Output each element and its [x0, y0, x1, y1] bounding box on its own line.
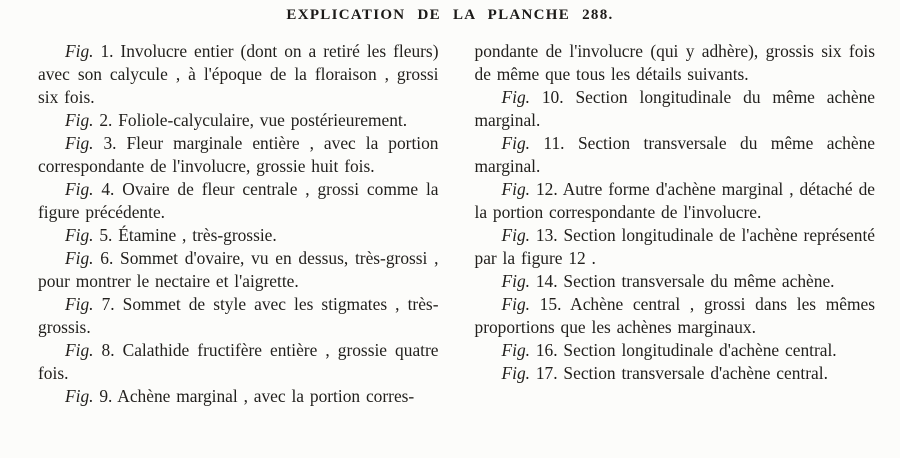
fig-text: 1. Involucre entier (dont on a retiré les fleurs) avec son calycule , à l'époque de la floraison , grossi six fois. [38, 41, 439, 107]
fig-label: Fig. [65, 110, 94, 130]
fig-label: Fig. [65, 41, 94, 61]
fig-text: 16. Section longitudinale d'achène central. [530, 340, 837, 360]
figure-entry-3 [38, 132, 439, 178]
two-column-text [0, 40, 900, 408]
fig-text: 5. Étamine , très-grossie. [93, 225, 277, 245]
fig-text: 14. Section transversale du même achène. [530, 271, 835, 291]
fig-label: Fig. [501, 340, 530, 360]
fig-text: 12. Autre forme d'achène marginal , détaché de la portion correspondante de l'involucre. [474, 179, 875, 222]
figure-entry-17 [475, 362, 876, 385]
fig-label: Fig. [65, 386, 94, 406]
figure-entry-2 [38, 109, 439, 132]
fig-label: Fig. [65, 179, 94, 199]
fig-label: Fig. [65, 294, 94, 314]
fig-text: pondante de l'involucre (qui y adhère), grossis six fois de même que tous les détails suivants. [474, 41, 875, 84]
fig-label: Fig. [65, 340, 94, 360]
page-title: EXPLICATION DE LA PLANCHE 288. [286, 7, 614, 23]
figure-entry-16 [475, 339, 876, 362]
figure-entry-7 [38, 293, 439, 339]
fig-text: 6. Sommet d'ovaire, vu en dessus, très-grossi , pour montrer le nectaire et l'aigrette. [38, 248, 439, 291]
fig-text: 17. Section transversale d'achène central. [530, 363, 828, 383]
fig-label: Fig. [501, 294, 530, 314]
fig-text: 15. Achène central , grossi dans les mêmes proportions que les achènes marginaux. [474, 294, 875, 337]
fig-text: 4. Ovaire de fleur centrale , grossi comme la figure précédente. [38, 179, 439, 222]
fig-text: 3. Fleur marginale entière , avec la portion correspondante de l'involucre, grossie huit fois. [38, 133, 439, 176]
figure-entry-15 [475, 293, 876, 339]
fig-text: 13. Section longitudinale de l'achène représenté par la figure 12 . [474, 225, 875, 268]
fig-label: Fig. [501, 179, 530, 199]
fig-label: Fig. [501, 363, 530, 383]
fig-label: Fig. [501, 87, 530, 107]
fig-text: 11. Section transversale du même achène marginal. [474, 133, 875, 176]
figure-entry-6 [38, 247, 439, 293]
fig-text: 8. Calathide fructifère entière , grossie quatre fois. [38, 340, 439, 383]
figure-entry-11 [475, 132, 876, 178]
figure-entry-12 [475, 178, 876, 224]
fig-label: Fig. [501, 133, 530, 153]
fig-text: 2. Foliole-calyculaire, vue postérieurement. [93, 110, 408, 130]
figure-entry-9-continuation [475, 40, 876, 86]
right-column [475, 40, 876, 408]
figure-entry-8 [38, 339, 439, 385]
figure-entry-1 [38, 40, 439, 109]
figure-entry-9 [38, 385, 439, 408]
fig-label: Fig. [501, 225, 530, 245]
fig-text: 10. Section longitudinale du même achène marginal. [474, 87, 875, 130]
fig-label: Fig. [65, 133, 94, 153]
figure-entry-4 [38, 178, 439, 224]
figure-entry-14 [475, 270, 876, 293]
fig-text: 9. Achène marginal , avec la portion corres- [93, 386, 415, 406]
fig-label: Fig. [65, 225, 94, 245]
fig-text: 7. Sommet de style avec les stigmates , très-grossis. [38, 294, 439, 337]
left-column [38, 40, 439, 408]
figure-entry-13 [475, 224, 876, 270]
fig-label: Fig. [501, 271, 530, 291]
figure-entry-5 [38, 224, 439, 247]
fig-label: Fig. [65, 248, 94, 268]
figure-entry-10 [475, 86, 876, 132]
